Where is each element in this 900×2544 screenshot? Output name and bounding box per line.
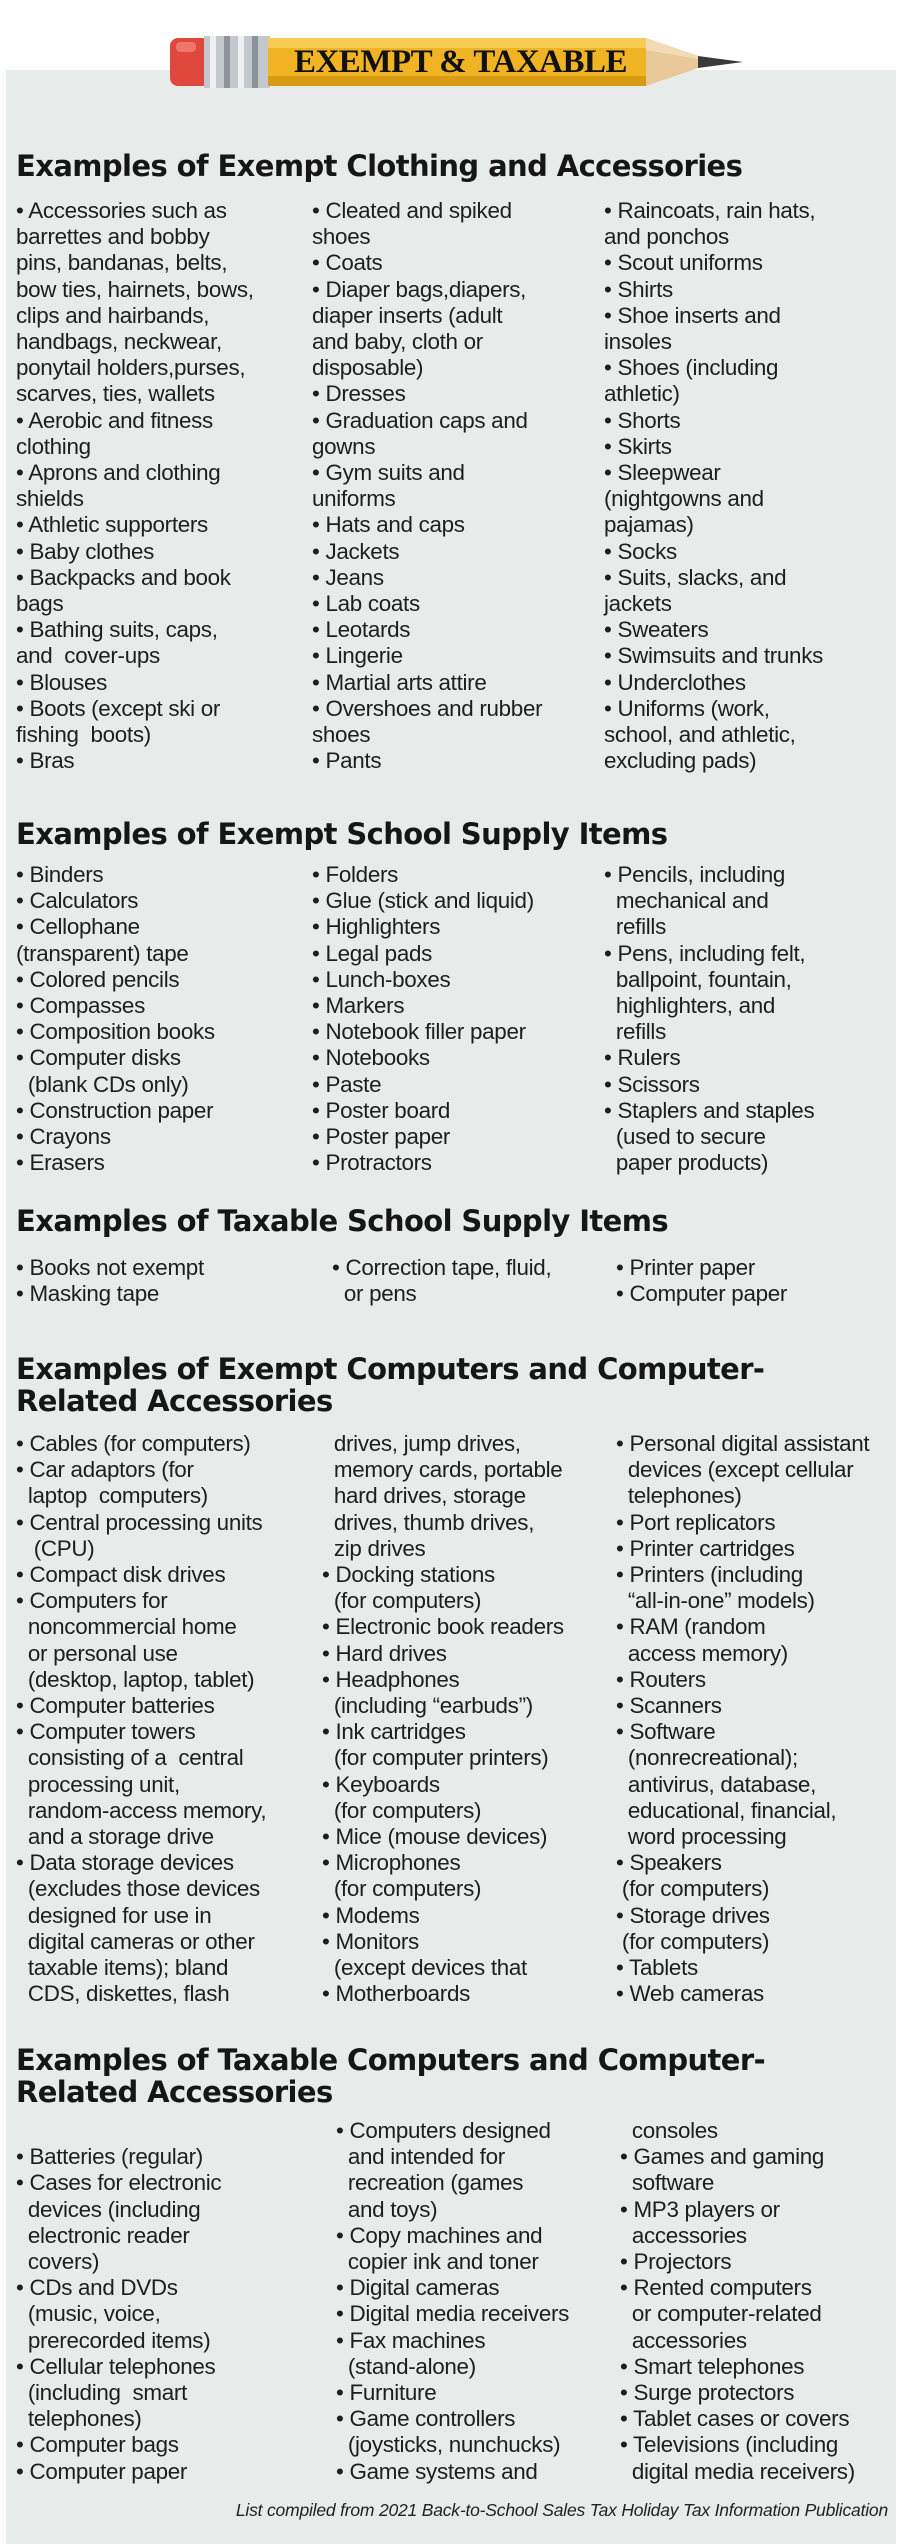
list-column — [312, 862, 534, 1176]
list-item: • Smart telephones — [620, 2353, 805, 2379]
list-item: • Monitors — [322, 1928, 419, 1954]
list-item: (including smart — [16, 2380, 187, 2406]
list-column — [16, 1431, 266, 2007]
list-item: • Poster paper — [312, 1124, 451, 1150]
list-item: shoes — [312, 224, 371, 250]
list-item: • Staplers and staples — [604, 1097, 815, 1123]
list-item: • Computer batteries — [16, 1693, 215, 1719]
list-item: zip drives — [322, 1535, 426, 1561]
list-item: and ponchos — [604, 224, 729, 250]
list-item: • Digital cameras — [336, 2275, 500, 2301]
list-item: • Game systems and — [336, 2458, 538, 2484]
list-item: • Hats and caps — [312, 512, 465, 538]
list-item: and intended for — [336, 2144, 505, 2170]
list-column — [332, 1255, 551, 1307]
list-item: (nightgowns and — [604, 486, 764, 512]
section-heading: Examples of Exempt Computers and Computer-Related Accessories — [16, 1352, 765, 1418]
list-item: processing unit, — [16, 1771, 180, 1797]
list-item: • Blouses — [16, 669, 108, 695]
list-item: electronic reader — [16, 2222, 190, 2248]
list-item: • Raincoats, rain hats, — [604, 198, 816, 223]
list-item: • Jackets — [312, 538, 400, 564]
list-item: • Sweaters — [604, 617, 709, 643]
list-item: copier ink and toner — [336, 2249, 539, 2275]
list-item: (for computers) — [616, 1928, 770, 1954]
list-item: • Projectors — [620, 2249, 732, 2275]
list-item: • Digital media receivers — [336, 2301, 570, 2327]
list-item: • Speakers — [616, 1850, 722, 1876]
list-item: ballpoint, fountain, — [604, 966, 792, 992]
list-item: fishing boots) — [16, 722, 151, 748]
list-column — [16, 198, 254, 774]
list-item: • Pants — [312, 748, 382, 774]
list-item: • Cellophane — [16, 914, 140, 940]
list-item: • Furniture — [336, 2380, 437, 2406]
list-item: uniforms — [312, 486, 396, 512]
list-item: • Jeans — [312, 564, 384, 590]
list-item: • Bathing suits, caps, — [16, 617, 218, 643]
list-item: telephones) — [16, 2406, 142, 2432]
section-exempt-computers — [16, 1352, 896, 2007]
list-column — [322, 1431, 564, 2007]
section-heading: Examples of Taxable Computers and Computer-Related Accessories — [16, 2043, 766, 2109]
list-item: (for computers) — [616, 1876, 770, 1902]
list-item: (joysticks, nunchucks) — [336, 2432, 561, 2458]
list-item: clips and hairbands, — [16, 302, 210, 328]
section-exempt-clothing — [16, 149, 896, 774]
list-item: • Shoe inserts and — [604, 302, 781, 328]
list-item: (for computer printers) — [322, 1745, 549, 1771]
section-taxable-computers — [16, 2043, 896, 2484]
list-item: diaper inserts (adult — [312, 302, 503, 328]
list-item: digital cameras or other — [16, 1928, 255, 1954]
list-item: barrettes and bobby — [16, 224, 210, 250]
list-item: insoles — [604, 329, 672, 355]
list-item: • Copy machines and — [336, 2222, 543, 2248]
list-item: and cover-ups — [16, 643, 160, 669]
list-item: refills — [604, 1019, 666, 1045]
list-item: (for computers) — [322, 1797, 482, 1823]
list-item — [16, 2118, 221, 2144]
list-item: recreation (games — [336, 2170, 524, 2196]
list-item: • Software — [616, 1719, 716, 1745]
list-item: • Graduation caps and — [312, 407, 528, 433]
list-item: • Scanners — [616, 1693, 722, 1719]
list-item: • Pens, including felt, — [604, 940, 806, 966]
list-item: devices (including — [16, 2196, 201, 2222]
list-item: (transparent) tape — [16, 940, 189, 966]
list-item: • Diaper bags,diapers, — [312, 276, 527, 302]
list-item: • Uniforms (work, — [604, 695, 770, 721]
pencil-banner — [168, 30, 743, 94]
banner-title: EXEMPT & TAXABLE — [293, 44, 628, 80]
list-item: and toys) — [336, 2196, 438, 2222]
list-item: • Rulers — [604, 1045, 681, 1071]
list-item: • Masking tape — [16, 1281, 160, 1307]
list-item: • Computers designed — [336, 2118, 551, 2143]
list-item: • Docking stations — [322, 1562, 495, 1588]
list-item: • Motherboards — [322, 1981, 471, 2007]
list-column — [604, 198, 823, 774]
list-item: • Suits, slacks, and — [604, 564, 787, 590]
list-item: • Rented computers — [620, 2275, 812, 2301]
list-item: (including “earbuds”) — [322, 1693, 533, 1719]
list-item: • Lunch-boxes — [312, 966, 451, 992]
list-item: (used to secure — [604, 1124, 766, 1150]
list-item: • Shoes (including — [604, 355, 779, 381]
list-item: jackets — [604, 591, 672, 617]
list-item: • Lingerie — [312, 643, 403, 669]
list-item: • Highlighters — [312, 914, 441, 940]
list-item: • RAM (random — [616, 1614, 766, 1640]
list-item: taxable items); bland — [16, 1955, 229, 1981]
list-item: • Data storage devices — [16, 1850, 234, 1876]
list-item: consisting of a central — [16, 1745, 244, 1771]
list-item: • Computer bags — [16, 2432, 179, 2458]
list-item: • Surge protectors — [620, 2380, 795, 2406]
list-item: • Microphones — [322, 1850, 461, 1876]
list-item: • Shorts — [604, 407, 681, 433]
list-item: drives, thumb drives, — [322, 1509, 535, 1535]
list-item: • MP3 players or — [620, 2196, 780, 2222]
list-item: • Cellular telephones — [16, 2353, 216, 2379]
list-item: • Shirts — [604, 276, 673, 302]
list-item: • Compasses — [16, 993, 145, 1019]
list-column — [16, 862, 215, 1176]
list-item: • Baby clothes — [16, 538, 155, 564]
list-item: accessories — [620, 2222, 747, 2248]
list-item: (excludes those devices — [16, 1876, 260, 1902]
list-item: • Modems — [322, 1902, 420, 1928]
list-item: school, and athletic, — [604, 722, 796, 748]
list-item: • Car adaptors (for — [16, 1457, 194, 1483]
list-item: • Tablets — [616, 1955, 698, 1981]
list-item: • Computers for — [16, 1588, 168, 1614]
list-item: gowns — [312, 433, 376, 459]
list-item: (music, voice, — [16, 2301, 161, 2327]
source-footnote: List compiled from 2021 Back-to-School Sales Tax Holiday Tax Information Publication — [235, 2500, 888, 2520]
list-item: • Construction paper — [16, 1097, 214, 1123]
list-item: • Folders — [312, 862, 399, 887]
list-item: • Computer paper — [616, 1281, 788, 1307]
list-item: • Pencils, including — [604, 862, 786, 887]
list-item: • Skirts — [604, 433, 672, 459]
list-item: scarves, ties, wallets — [16, 381, 215, 407]
list-item: • Computer paper — [16, 2458, 188, 2484]
section-heading: Examples of Taxable School Supply Items — [16, 1204, 669, 1238]
list-column — [616, 1255, 787, 1307]
list-item: • Storage drives — [616, 1902, 770, 1928]
list-item: designed for use in — [16, 1902, 212, 1928]
list-item: handbags, neckwear, — [16, 329, 222, 355]
list-item: drives, jump drives, — [322, 1431, 521, 1456]
list-item: consoles — [620, 2118, 718, 2143]
list-item: clothing — [16, 433, 91, 459]
list-item: • Protractors — [312, 1150, 432, 1176]
section-heading: Examples of Exempt School Supply Items — [16, 817, 668, 851]
list-item: software — [620, 2170, 715, 2196]
list-item: random-access memory, — [16, 1797, 267, 1823]
list-item: • Accessories such as — [16, 198, 227, 223]
list-item: • Mice (mouse devices) — [322, 1824, 548, 1850]
list-item: (except devices that — [322, 1955, 527, 1981]
list-item: • Glue (stick and liquid) — [312, 888, 534, 914]
list-item: memory cards, portable — [322, 1457, 563, 1483]
list-column — [16, 2118, 221, 2485]
list-item: pins, bandanas, belts, — [16, 250, 228, 276]
list-item: hard drives, storage — [322, 1483, 526, 1509]
list-item: • Boots (except ski or — [16, 695, 221, 721]
list-column — [604, 862, 814, 1176]
list-item: (nonrecreational); — [616, 1745, 798, 1771]
list-item: • Poster board — [312, 1097, 451, 1123]
list-item: disposable) — [312, 355, 424, 381]
list-item: (blank CDs only) — [16, 1071, 189, 1097]
list-item: • Ink cartridges — [322, 1719, 466, 1745]
list-item: word processing — [616, 1824, 787, 1850]
list-item: shoes — [312, 722, 371, 748]
list-item: mechanical and — [604, 888, 769, 914]
list-item: refills — [604, 914, 666, 940]
list-item: • Web cameras — [616, 1981, 764, 2007]
list-item: CDS, diskettes, flash — [16, 1981, 230, 2007]
list-item: • Printer paper — [616, 1255, 755, 1280]
list-column — [312, 198, 542, 774]
list-item: digital media receivers) — [620, 2458, 855, 2484]
list-item: pajamas) — [604, 512, 694, 538]
section-exempt-school-supplies — [16, 817, 896, 1176]
list-item: • Gym suits and — [312, 460, 465, 486]
list-item: prerecorded items) — [16, 2327, 211, 2353]
list-item: • Electronic book readers — [322, 1614, 564, 1640]
list-item: • Martial arts attire — [312, 669, 487, 695]
list-item: • Scissors — [604, 1071, 700, 1097]
list-item: (desktop, laptop, tablet) — [16, 1666, 255, 1692]
list-item: • Fax machines — [336, 2327, 486, 2353]
list-column — [620, 2118, 855, 2485]
list-item: • Colored pencils — [16, 966, 180, 992]
list-item: • Televisions (including — [620, 2432, 839, 2458]
list-item: • Calculators — [16, 888, 139, 914]
list-item: or personal use — [16, 1640, 178, 1666]
list-item: and a storage drive — [16, 1824, 214, 1850]
list-item: telephones) — [616, 1483, 742, 1509]
list-item: • Swimsuits and trunks — [604, 643, 824, 669]
list-item: • Port replicators — [616, 1509, 776, 1535]
list-item: excluding pads) — [604, 748, 757, 774]
list-item: accessories — [620, 2327, 747, 2353]
list-item: covers) — [16, 2249, 100, 2275]
list-item: • Printers (including — [616, 1562, 803, 1588]
list-column — [16, 1255, 204, 1307]
list-item: • Cleated and spiked — [312, 198, 512, 223]
list-item: noncommercial home — [16, 1614, 237, 1640]
list-item: • Computer towers — [16, 1719, 196, 1745]
list-item: “all-in-one” models) — [616, 1588, 815, 1614]
list-item: antivirus, database, — [616, 1771, 817, 1797]
list-item: educational, financial, — [616, 1797, 837, 1823]
section-taxable-school-supplies — [16, 1204, 896, 1307]
list-item: • Keyboards — [322, 1771, 440, 1797]
list-item: • Erasers — [16, 1150, 105, 1176]
list-item: laptop computers) — [16, 1483, 208, 1509]
list-item: • Crayons — [16, 1124, 111, 1150]
list-item: bow ties, hairnets, bows, — [16, 276, 254, 302]
list-item: and baby, cloth or — [312, 329, 483, 355]
list-item: or pens — [332, 1281, 417, 1307]
list-item: • Books not exempt — [16, 1255, 204, 1280]
list-item: • Cases for electronic — [16, 2170, 222, 2196]
list-item: devices (except cellular — [616, 1457, 854, 1483]
list-item: • Personal digital assistant — [616, 1431, 870, 1456]
list-column — [336, 2118, 569, 2485]
list-item: • Hard drives — [322, 1640, 447, 1666]
list-item: • Composition books — [16, 1019, 215, 1045]
list-item: • Central processing units — [16, 1509, 263, 1535]
list-item: • Binders — [16, 862, 104, 887]
list-item: • Games and gaming — [620, 2144, 825, 2170]
list-item: • Batteries (regular) — [16, 2144, 203, 2170]
section-heading: Examples of Exempt Clothing and Accessories — [16, 149, 743, 183]
list-item: • Computer disks — [16, 1045, 181, 1071]
list-item: • CDs and DVDs — [16, 2275, 178, 2301]
list-item: • Correction tape, fluid, — [332, 1255, 552, 1280]
list-item: • Aerobic and fitness — [16, 407, 213, 433]
list-item: • Aprons and clothing — [16, 460, 221, 486]
list-item: (for computers) — [322, 1588, 482, 1614]
list-item: • Leotards — [312, 617, 411, 643]
list-item: • Notebook filler paper — [312, 1019, 526, 1045]
list-item: • Bras — [16, 748, 75, 774]
list-item: • Paste — [312, 1071, 382, 1097]
list-item: shields — [16, 486, 84, 512]
list-item: (stand-alone) — [336, 2353, 476, 2379]
list-item: access memory) — [616, 1640, 788, 1666]
list-item: (CPU) — [16, 1535, 95, 1561]
list-item: ponytail holders,purses, — [16, 355, 246, 381]
list-item: • Game controllers — [336, 2406, 516, 2432]
list-item: (for computers) — [322, 1876, 482, 1902]
list-item: • Dresses — [312, 381, 406, 407]
list-item: highlighters, and — [604, 993, 776, 1019]
list-item: • Underclothes — [604, 669, 746, 695]
list-item: • Notebooks — [312, 1045, 430, 1071]
list-item: • Routers — [616, 1666, 706, 1692]
list-item: • Headphones — [322, 1666, 460, 1692]
list-item: • Legal pads — [312, 940, 433, 966]
list-item: • Compact disk drives — [16, 1562, 226, 1588]
list-item: paper products) — [604, 1150, 769, 1176]
list-item: athletic) — [604, 381, 680, 407]
list-item: • Lab coats — [312, 591, 420, 617]
list-item: • Scout uniforms — [604, 250, 763, 276]
list-item: • Cables (for computers) — [16, 1431, 251, 1456]
list-item: bags — [16, 591, 64, 617]
list-item: • Backpacks and book — [16, 564, 231, 590]
list-column — [616, 1431, 869, 2007]
list-item: • Athletic supporters — [16, 512, 208, 538]
list-item: • Coats — [312, 250, 383, 276]
list-item: • Socks — [604, 538, 677, 564]
list-item: • Tablet cases or covers — [620, 2406, 850, 2432]
list-item: • Overshoes and rubber — [312, 695, 543, 721]
list-item: • Markers — [312, 993, 405, 1019]
list-item: or computer-related — [620, 2301, 822, 2327]
list-item: • Sleepwear — [604, 460, 721, 486]
list-item: • Printer cartridges — [616, 1535, 795, 1561]
